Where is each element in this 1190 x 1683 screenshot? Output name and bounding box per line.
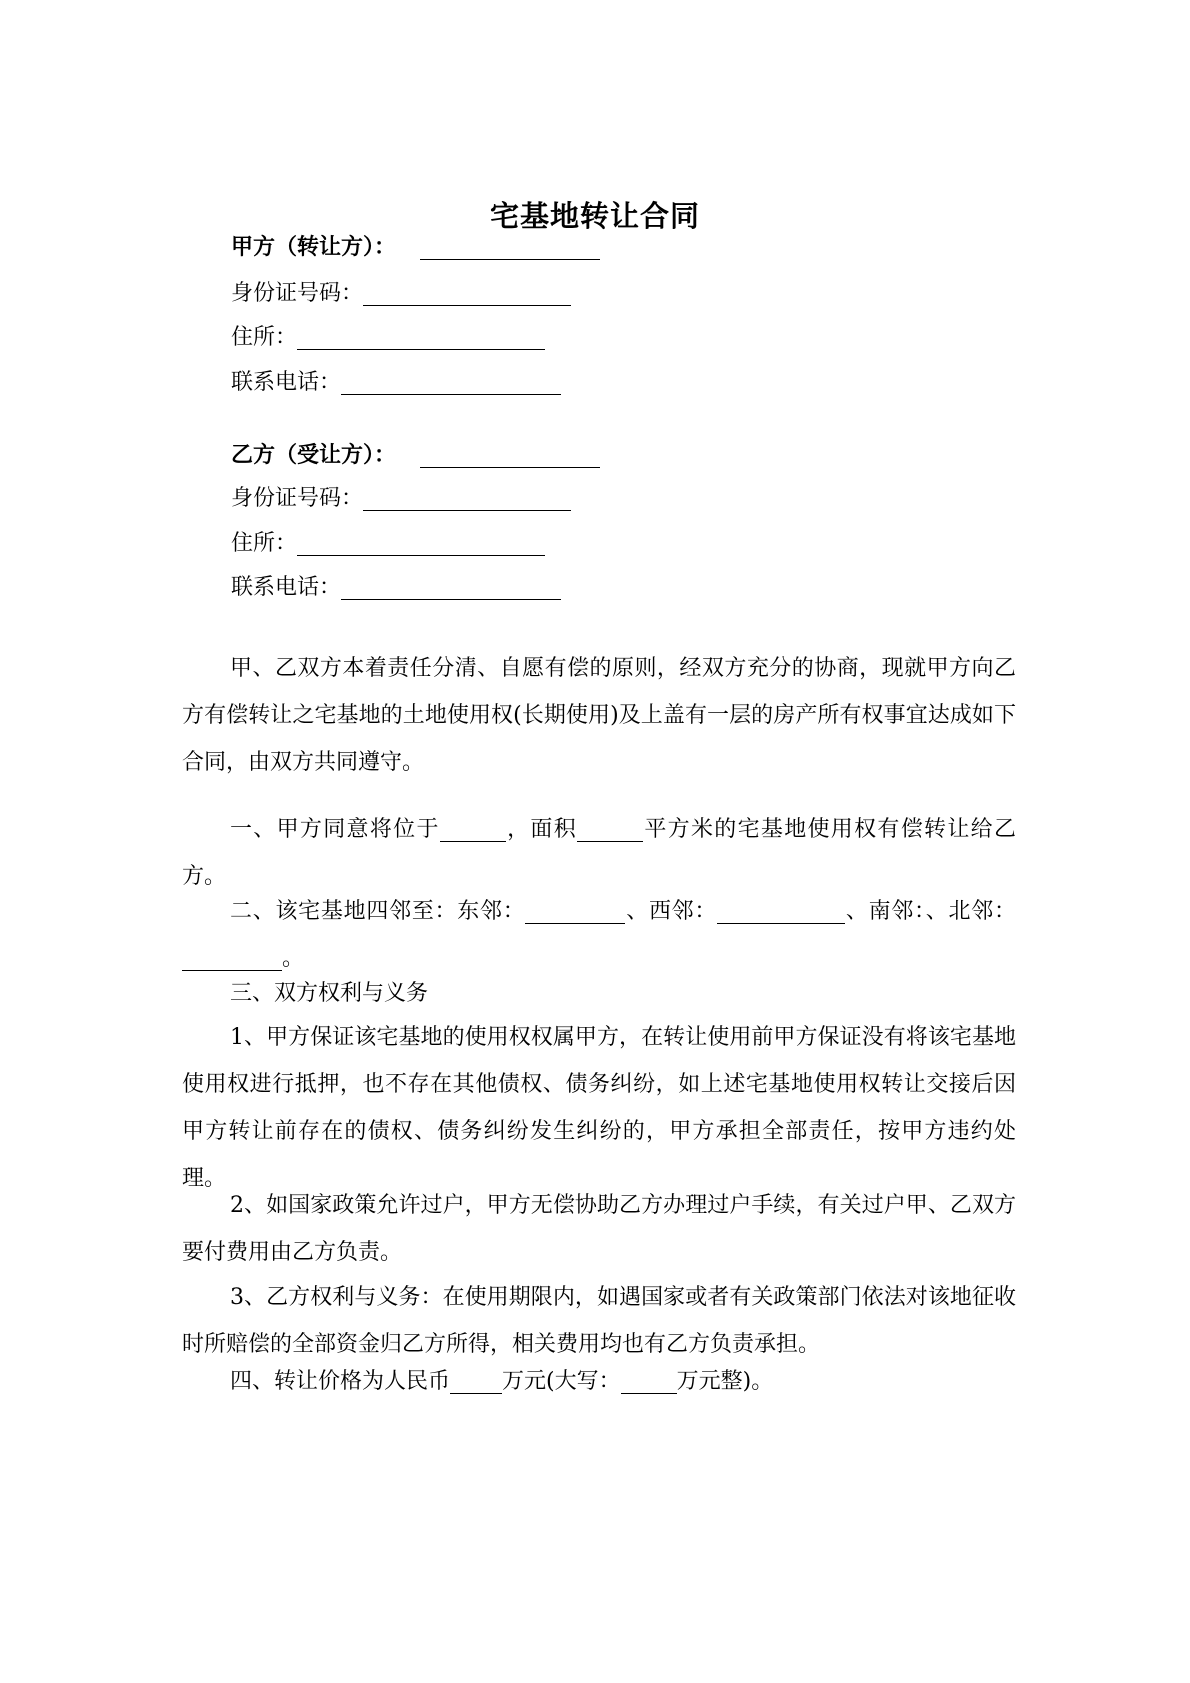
party-b-phone-row (231, 573, 561, 603)
clause-3-1: 1、甲方保证该宅基地的使用权权属甲方，在转让使用前甲方保证没有将该宅基地使用权进行抵押，也不存在其他债权、债务纠纷，如上述宅基地使用权转让交接后因甲方转让前存在的债权、债务纠纷发生纠纷的，甲方承担全部责任，按甲方违约处理。 (182, 1025, 1016, 1191)
price-words-blank[interactable] (621, 1371, 677, 1394)
clause-4-text-c: 万元整)。 (676, 1369, 774, 1394)
clause-4-text-b: 万元(大写： (502, 1369, 621, 1394)
east-neighbor-blank[interactable] (525, 901, 625, 924)
party-b-address-row (231, 529, 545, 559)
clause-2-text-d: 、北邻： (925, 899, 1016, 924)
party-a-address-row (231, 323, 545, 353)
clause-2-text-c: 、南邻： (845, 899, 926, 924)
price-number-blank[interactable] (450, 1371, 502, 1394)
party-a-id-blank[interactable] (363, 281, 571, 306)
clause-4-text-a: 四、转让价格为人民币 (230, 1369, 451, 1394)
party-b-label: 乙方（受让方）： (231, 443, 397, 468)
clause-1-text-c: 平方米的宅基地使用权有偿转让给乙方。 (182, 817, 1016, 889)
clause-4 (182, 1358, 1016, 1405)
clause-2 (182, 888, 1016, 982)
party-b-phone-label: 联系电话： (231, 575, 342, 600)
party-b-id-blank[interactable] (363, 486, 571, 511)
clause-3-title: 三、双方权利与义务 (230, 981, 429, 1006)
party-a-phone-label: 联系电话： (231, 370, 342, 395)
intro-paragraph: 甲、乙双方本着责任分清、自愿有偿的原则，经双方充分的协商，现就甲方向乙方有偿转让之宅基地的土地使用权(长期使用)及上盖有一层的房产所有权事宜达成如下合同，由双方共同遵守。 (182, 656, 1016, 775)
clause-3-2: 2、如国家政策允许过户，甲方无偿协助乙方办理过户手续，有关过户甲、乙双方要付费用由乙方负责。 (182, 1193, 1016, 1265)
party-a-id-row (231, 279, 571, 309)
party-b-id-label: 身份证号码： (231, 486, 364, 511)
party-a-row (231, 233, 600, 263)
party-a-id-label: 身份证号码： (231, 281, 364, 306)
party-b-id-row (231, 484, 571, 514)
party-b-address-blank[interactable] (297, 531, 545, 556)
party-a-name-blank[interactable] (420, 235, 600, 260)
party-a-address-label: 住所： (231, 325, 298, 350)
clause-3-3: 3、乙方权利与义务：在使用期限内，如遇国家或者有关政策部门依法对该地征收时所赔偿的全部资金归乙方所得，相关费用均也有乙方负责承担。 (182, 1285, 1016, 1357)
area-blank[interactable] (577, 819, 643, 842)
party-a-address-blank[interactable] (297, 325, 545, 350)
clause-1-text-a: 一、甲方同意将位于 (230, 817, 440, 842)
party-b-address-label: 住所： (231, 531, 298, 556)
clause-2-text-e: 。 (282, 946, 305, 971)
party-a-phone-row (231, 368, 561, 398)
party-b-name-blank[interactable] (420, 443, 600, 468)
west-neighbor-blank[interactable] (717, 901, 845, 924)
party-a-phone-blank[interactable] (341, 370, 561, 395)
location-blank[interactable] (440, 819, 506, 842)
clause-1 (182, 806, 1016, 900)
page-title: 宅基地转让合同 (489, 199, 700, 233)
party-b-row (231, 441, 600, 471)
party-a-label: 甲方（转让方）： (231, 235, 397, 260)
party-b-phone-blank[interactable] (341, 575, 561, 600)
clause-2-text-b: 、西邻： (625, 899, 718, 924)
clause-1-text-b: ，面积 (505, 817, 578, 842)
clause-2-text-a: 二、该宅基地四邻至：东邻： (230, 899, 526, 924)
north-neighbor-blank[interactable] (182, 948, 282, 971)
